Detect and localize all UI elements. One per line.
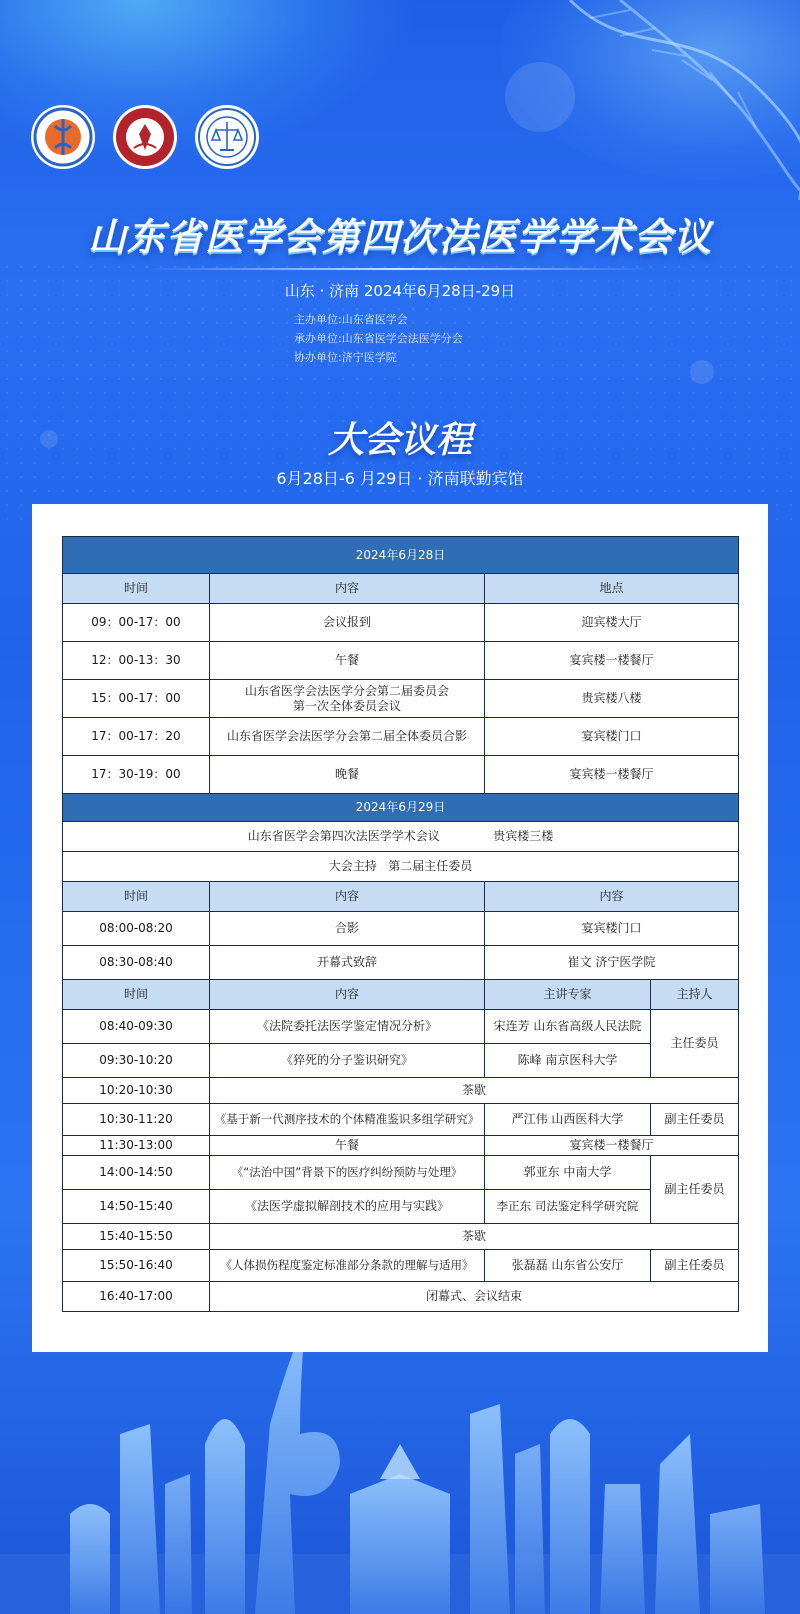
agenda-subtitle: 6月28日-6 月29日 · 济南联勤宾馆 [276, 469, 524, 488]
dna-helix-icon [560, 0, 800, 200]
row-place: 宴宾楼门口 [485, 718, 739, 756]
row-time: 09:30-10:20 [63, 1044, 210, 1078]
row-content: 闭幕式、会议结束 [210, 1282, 739, 1312]
row-time: 12：00-13：30 [63, 642, 210, 680]
row-time: 10:30-11:20 [63, 1104, 210, 1136]
header-time: 时间 [63, 980, 210, 1010]
host-row [63, 852, 739, 882]
header-content: 内容 [210, 882, 485, 912]
row-content: 《基于新一代测序技术的个体精准鉴识多组学研究》 [210, 1104, 485, 1136]
row-time: 08:30-08:40 [63, 946, 210, 980]
table-row [63, 604, 739, 642]
row-content: 《法院委托法医学鉴定情况分析》 [210, 1010, 485, 1044]
table-row [63, 1010, 739, 1044]
day2-date-row [63, 794, 739, 822]
table-row [63, 1250, 739, 1282]
meeting-host: 大会主持 第二届主任委员 [63, 852, 739, 882]
row-host: 副主任委员 [651, 1156, 739, 1224]
row-content: 开幕式致辞 [210, 946, 485, 980]
jining-medical-university-seal-icon [112, 104, 178, 170]
row-time: 08:40-09:30 [63, 1010, 210, 1044]
table-row [63, 1104, 739, 1136]
conference-date-location: 山东 · 济南 2024年6月28日-29日 [284, 282, 516, 300]
row-host: 副主任委员 [651, 1250, 739, 1282]
row-content: 《猝死的分子鉴识研究》 [210, 1044, 485, 1078]
row-content: 《人体损伤程度鉴定标准部分条款的理解与适用》 [210, 1250, 485, 1282]
table-row [63, 946, 739, 980]
row-time: 14:00-14:50 [63, 1156, 210, 1190]
day1-date: 2024年6月28日 [63, 537, 739, 574]
row-content: 《“法治中国”背景下的医疗纠纷预防与处理》 [210, 1156, 485, 1190]
table-row [63, 680, 739, 718]
header-place: 地点 [485, 574, 739, 604]
row-content: 午餐 [210, 1136, 485, 1156]
row-content: 合影 [210, 912, 485, 946]
row-time: 11:30-13:00 [63, 1136, 210, 1156]
organizer-co-organizer: 协办单位:济宁医学院 [294, 351, 397, 364]
day1-header-row [63, 574, 739, 604]
row-time: 17：30-19：00 [63, 756, 210, 794]
row-content: 茶歇 [210, 1078, 739, 1104]
header-content: 内容 [210, 574, 485, 604]
row-speaker: 宋连芳 山东省高级人民法院 [485, 1010, 651, 1044]
row-content: 山东省医学会法医学分会第二届全体委员合影 [210, 718, 485, 756]
row-time: 14:50-15:40 [63, 1190, 210, 1224]
day2-header-row-b [63, 980, 739, 1010]
header-time: 时间 [63, 574, 210, 604]
row-time: 15:50-16:40 [63, 1250, 210, 1282]
header-content: 内容 [210, 980, 485, 1010]
row-content-line1: 山东省医学会法医学分会第二届委员会 [244, 683, 449, 698]
forensic-branch-emblem-icon [194, 104, 260, 170]
agenda-title: 大会议程 [327, 420, 472, 461]
shandong-medical-association-logo-icon [30, 104, 96, 170]
row-time: 10:20-10:30 [63, 1078, 210, 1104]
row-time: 08:00-08:20 [63, 912, 210, 946]
conference-title: 山东省医学会第四次法医学学术会议 [87, 215, 712, 259]
agenda-table [62, 536, 739, 1312]
row-content: 会议报到 [210, 604, 485, 642]
row-content-line2: 第一次全体委员会议 [292, 698, 401, 713]
day1-date-row [63, 537, 739, 574]
header-speaker: 主讲专家 [485, 980, 651, 1010]
meeting-name-place: 山东省医学会第四次法医学学术会议 贵宾楼三楼 [63, 822, 739, 852]
header-host: 主持人 [651, 980, 739, 1010]
table-row [63, 1156, 739, 1190]
table-row [63, 912, 739, 946]
row-content: 晚餐 [210, 756, 485, 794]
row-place: 宴宾楼一楼餐厅 [485, 642, 739, 680]
row-place: 宴宾楼一楼餐厅 [485, 756, 739, 794]
row-speaker: 张磊磊 山东省公安厅 [485, 1250, 651, 1282]
header-time: 时间 [63, 882, 210, 912]
table-row [63, 1136, 739, 1156]
row-time: 17：00-17：20 [63, 718, 210, 756]
row-speaker: 陈峰 南京医科大学 [485, 1044, 651, 1078]
row-time: 16:40-17:00 [63, 1282, 210, 1312]
row-speaker: 郭亚东 中南大学 [485, 1156, 651, 1190]
row-place: 贵宾楼八楼 [485, 680, 739, 718]
organizer-undertaker: 承办单位:山东省医学会法医学分会 [294, 332, 463, 345]
table-row [63, 756, 739, 794]
table-row [63, 642, 739, 680]
table-row [63, 1044, 739, 1078]
table-row [63, 1078, 739, 1104]
day2-header-row-a [63, 882, 739, 912]
row-place: 迎宾楼大厅 [485, 604, 739, 642]
row-content: 茶歇 [210, 1224, 739, 1250]
row-time: 15:40-15:50 [63, 1224, 210, 1250]
row-detail: 宴宾楼门口 [485, 912, 739, 946]
table-row [63, 1224, 739, 1250]
row-time: 15：00-17：00 [63, 680, 210, 718]
title-underline [150, 268, 650, 270]
day2-date: 2024年6月29日 [63, 794, 739, 822]
table-row [63, 1282, 739, 1312]
row-speaker: 严江伟 山西医科大学 [485, 1104, 651, 1136]
row-content: 午餐 [210, 642, 485, 680]
row-place: 宴宾楼一楼餐厅 [485, 1136, 739, 1156]
row-host: 主任委员 [651, 1010, 739, 1078]
organizer-host: 主办单位:山东省医学会 [294, 313, 408, 326]
row-time: 09：00-17：00 [63, 604, 210, 642]
table-row [63, 1190, 739, 1224]
logo-group [30, 104, 260, 170]
organizer-list [294, 310, 463, 367]
city-skyline-icon [0, 1314, 800, 1614]
row-content [210, 680, 485, 718]
row-detail: 崔文 济宁医学院 [485, 946, 739, 980]
meeting-row [63, 822, 739, 852]
table-row [63, 718, 739, 756]
row-content: 《法医学虚拟解剖技术的应用与实践》 [210, 1190, 485, 1224]
row-speaker: 李正东 司法鉴定科学研究院 [485, 1190, 651, 1224]
row-host: 副主任委员 [651, 1104, 739, 1136]
header-content-2: 内容 [485, 882, 739, 912]
